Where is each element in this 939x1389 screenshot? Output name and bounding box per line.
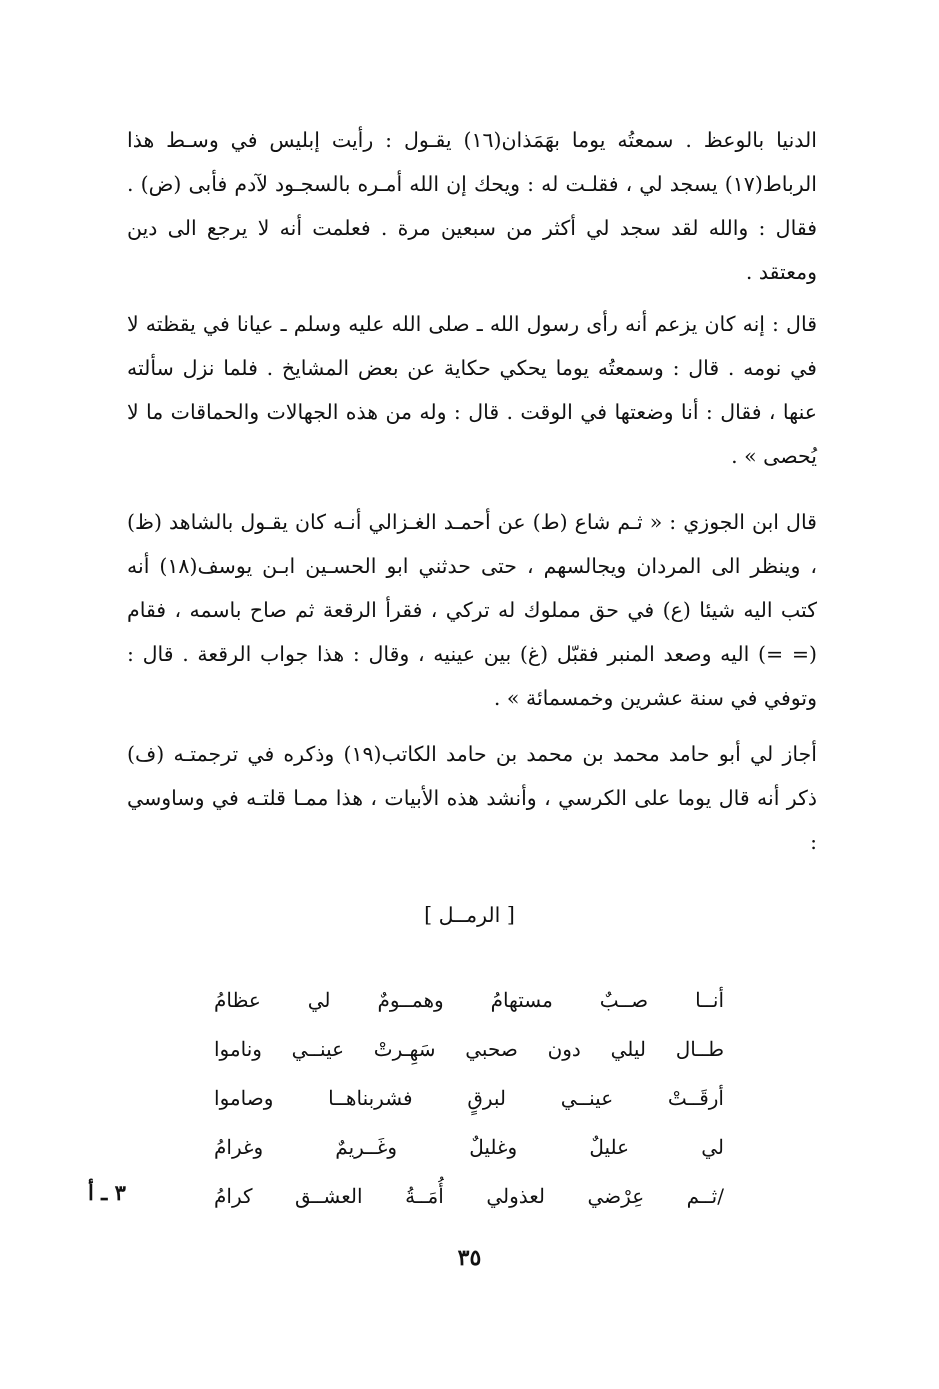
verse-word: لعذولي <box>486 1184 545 1208</box>
verse-word: كرامُ <box>214 1184 253 1208</box>
poem-verse <box>214 1029 724 1078</box>
verse-word: طــال <box>675 1037 724 1061</box>
paragraph-text: الدنيا بالوعظ . سمعتُه يوما بهَمَذان(١٦) يقـول : رأيت إبليس في وسـط هذا الرباط(١٧) يسجد لي ، فقلـت له : ويحك إن الله أمـره بالسجـود لآدم فأبى (ض) . فقال : والله لقد سجد لي أكثر من سبعين مرة . فعلمت أنه لا يرجع الى دين ومعتقد . <box>127 128 817 284</box>
signature-mark: ٣ ـ أ <box>88 1180 126 1205</box>
poem-meter-heading: [ الرمــل ] <box>424 903 515 927</box>
page-number: ٣٥ <box>457 1245 482 1271</box>
paragraph-text: قال ابن الجوزي : « ثـم شاع (ط) عن أحمـد الغـزالي أنـه كان يقـول بالشاهد (ظ) ، وينظر الى المردان ويجالسهم ، حتى حدثني ابو الحسـين ابـن يوسف(١٨) أنه كتب اليه شيئا (ع) في حق مملوك له تركي ، فقرأ الرقعة ثم صاح باسمه ، فقام (= =) اليه وصعد المنبر فقبّل (غ) بين عينيه ، وقال : هذا جواب الرقعة . قال : وتوفي في سنة عشرين وخمسمائة » . <box>127 510 817 710</box>
poem-verse <box>214 1127 724 1176</box>
verse-word: عليلٌ <box>589 1135 630 1159</box>
verse-word: صــبٌ <box>599 988 649 1012</box>
poem-verse <box>214 1176 724 1225</box>
verse-word: عِرْضي <box>587 1184 645 1208</box>
verse-word: عينــي <box>560 1086 614 1110</box>
verse-word: صحبي <box>465 1037 518 1061</box>
paragraph-3 <box>127 500 817 720</box>
poem <box>214 980 724 1225</box>
verse-word: وهمــومٌ <box>377 988 444 1012</box>
poem-verse <box>214 980 724 1029</box>
verse-word: وناموا <box>214 1037 262 1061</box>
paragraph-text: أجاز لي أبو حامد محمد بن محمد بن حامد الكاتب(١٩) وذكره في ترجمتـه (ف) ذكر أنه قال يوما على الكرسي ، وأنشد هذه الأبيات ، هذا ممـا قلتـه في وساوسي : <box>127 742 817 854</box>
verse-word: لي <box>307 988 331 1012</box>
verse-word: مستهامُ <box>490 988 553 1012</box>
verse-word: وصاموا <box>214 1086 274 1110</box>
verse-word: أرقَــتْ <box>667 1086 724 1110</box>
verse-word: سَهِـرتْ <box>373 1037 436 1061</box>
paragraph-2 <box>127 302 817 478</box>
verse-word: لي <box>701 1135 724 1159</box>
verse-word: أنــا <box>695 988 724 1012</box>
poem-verse <box>214 1078 724 1127</box>
paragraph-4 <box>127 732 817 864</box>
verse-word: أُمَــةُ <box>405 1184 444 1208</box>
paragraph-text: قال : إنه كان يزعم أنه رأى رسول الله ـ صلى الله عليه وسلم ـ عيانا في يقظته لا في نومه . قال : وسمعتُه يوما يحكي حكاية عن بعض المشايخ . فلما نزل سألته عنها ، فقال : أنا وضعتها في الوقت . قال : وله من هذه الجهالات والحماقات ما لا يُحصى » . <box>127 312 817 468</box>
verse-word: وغليلٌ <box>469 1135 518 1159</box>
paragraph-1 <box>127 118 817 294</box>
verse-word: فشربناهــا <box>328 1086 413 1110</box>
verse-word: عينــي <box>291 1037 345 1061</box>
verse-word: لبرقٍ <box>467 1086 507 1110</box>
verse-word: وغرامُ <box>214 1135 264 1159</box>
verse-word: العشــق <box>295 1184 363 1208</box>
verse-word: /ثــم <box>686 1184 724 1208</box>
verse-word: ليلي <box>610 1037 646 1061</box>
verse-word: وغَــريمٌ <box>335 1135 398 1159</box>
verse-word: عظامُ <box>214 988 261 1012</box>
verse-word: دون <box>547 1037 581 1061</box>
